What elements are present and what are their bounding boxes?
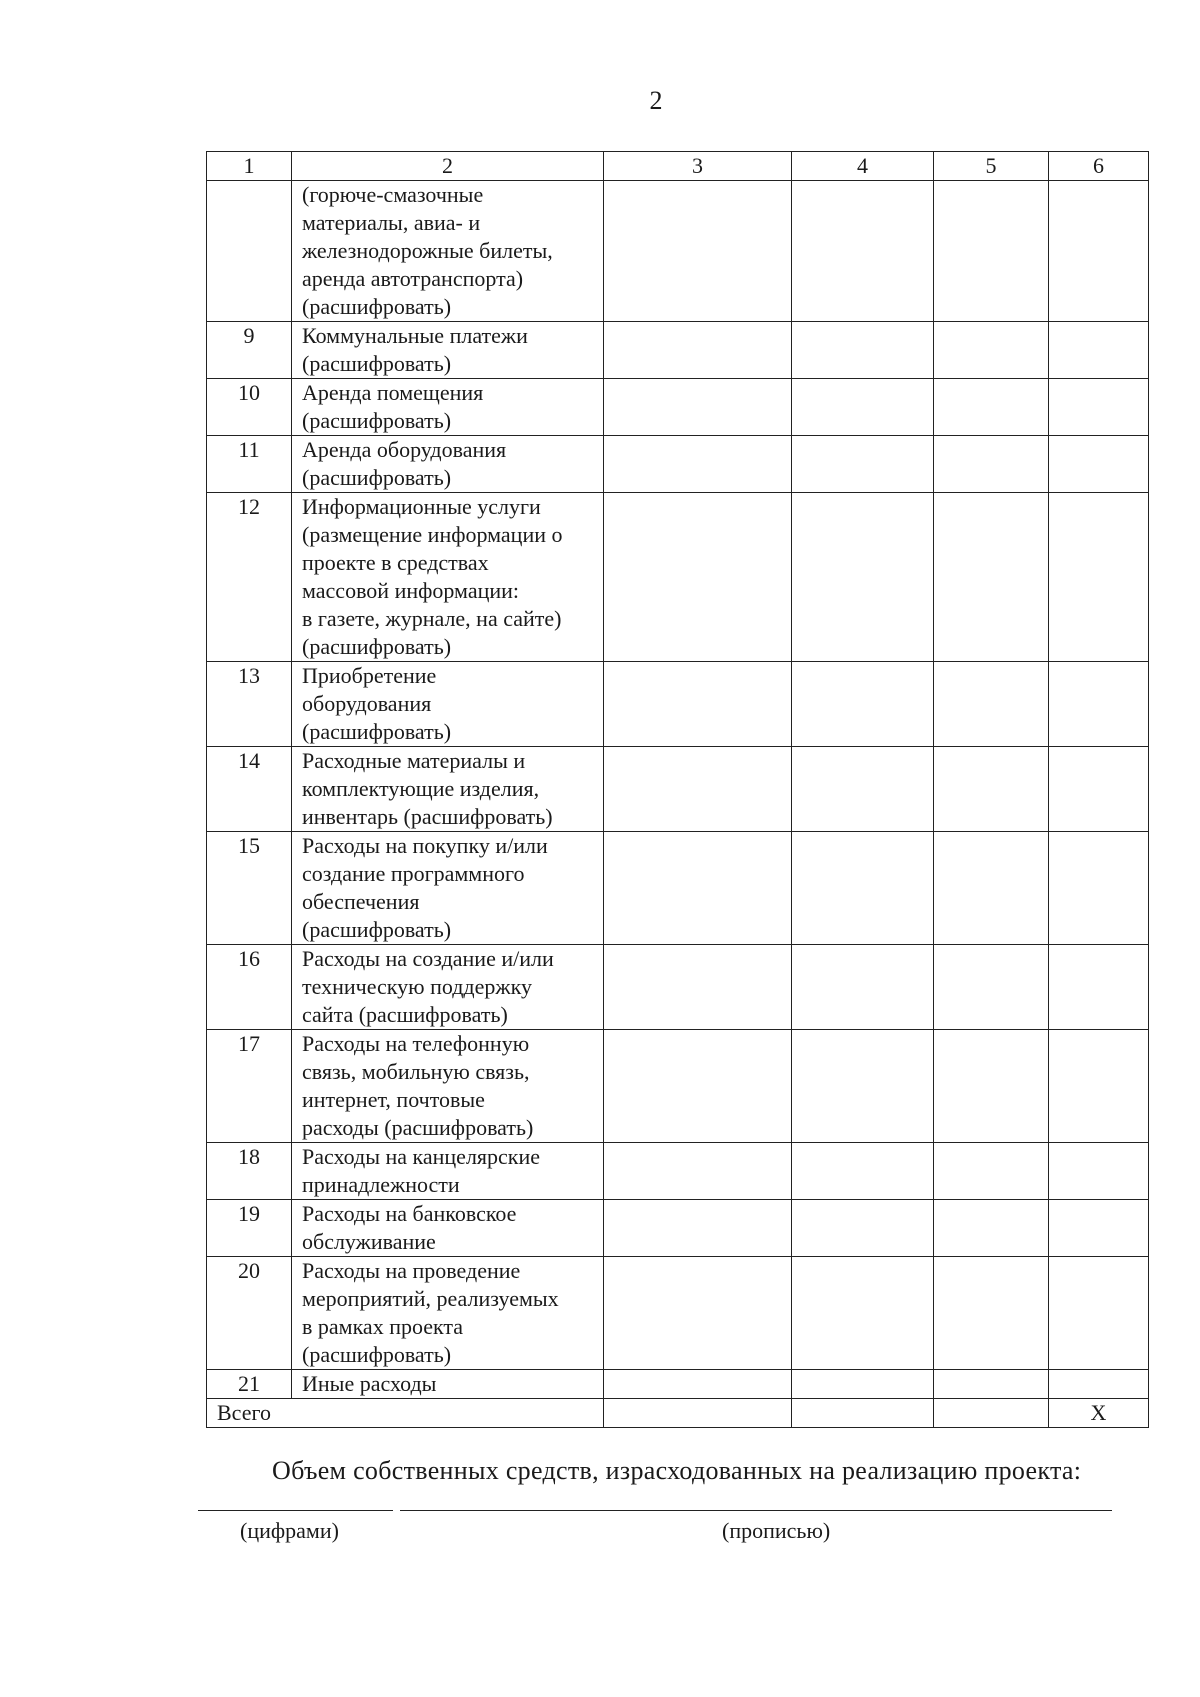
page-number: 2 — [649, 86, 663, 115]
expense-item-text: Аренда помещения (расшифровать) — [292, 379, 604, 436]
header-cell: 5 — [934, 152, 1049, 181]
amount-cell-col6[interactable] — [1049, 436, 1149, 493]
amount-cell-col3[interactable] — [604, 832, 792, 945]
amount-cell-col6[interactable] — [1049, 1143, 1149, 1200]
amount-cell-col3[interactable] — [604, 1143, 792, 1200]
amount-cell-col3[interactable] — [604, 662, 792, 747]
amount-cell-col4[interactable] — [792, 181, 934, 322]
amount-cell-col4[interactable] — [792, 436, 934, 493]
total-label: Всего — [207, 1399, 604, 1428]
amount-cell-col4[interactable] — [792, 1370, 934, 1399]
row-number — [207, 181, 292, 322]
words-fill-line[interactable] — [400, 1510, 1112, 1511]
amount-cell-col6[interactable] — [1049, 747, 1149, 832]
amount-cell-col5[interactable] — [934, 436, 1049, 493]
total-cell-col6: Х — [1049, 1399, 1149, 1428]
amount-cell-col6[interactable] — [1049, 945, 1149, 1030]
amount-cell-col6[interactable] — [1049, 322, 1149, 379]
amount-cell-col3[interactable] — [604, 436, 792, 493]
table-row — [207, 322, 1149, 379]
amount-cell-col4[interactable] — [792, 1257, 934, 1370]
amount-cell-col4[interactable] — [792, 945, 934, 1030]
amount-cell-col5[interactable] — [934, 379, 1049, 436]
amount-cell-col3[interactable] — [604, 1030, 792, 1143]
amount-cell-col6[interactable] — [1049, 1030, 1149, 1143]
row-number: 12 — [207, 493, 292, 662]
words-caption: (прописью) — [722, 1518, 831, 1543]
total-cell-col5[interactable] — [934, 1399, 1049, 1428]
table-row — [207, 1200, 1149, 1257]
amount-cell-col5[interactable] — [934, 493, 1049, 662]
expense-item-text: Расходы на банковское обслуживание — [292, 1200, 604, 1257]
expense-item-text: Расходы на проведение мероприятий, реализуемых в рамках проекта (расшифровать) — [292, 1257, 604, 1370]
table-row — [207, 493, 1149, 662]
amount-cell-col4[interactable] — [792, 1200, 934, 1257]
row-number: 13 — [207, 662, 292, 747]
row-number: 20 — [207, 1257, 292, 1370]
expense-item-text: (горюче-смазочные материалы, авиа- и железнодорожные билеты, аренда автотранспорта) (расшифровать) — [292, 181, 604, 322]
table-row — [207, 1257, 1149, 1370]
amount-cell-col5[interactable] — [934, 1143, 1049, 1200]
amount-cell-col3[interactable] — [604, 379, 792, 436]
expense-item-text: Расходные материалы и комплектующие изделия, инвентарь (расшифровать) — [292, 747, 604, 832]
expense-item-text: Аренда оборудования (расшифровать) — [292, 436, 604, 493]
own-funds-statement: Объем собственных средств, израсходованных на реализацию проекта: — [272, 1456, 1082, 1485]
expense-item-text: Расходы на канцелярские принадлежности — [292, 1143, 604, 1200]
row-number: 15 — [207, 832, 292, 945]
expense-item-text: Коммунальные платежи (расшифровать) — [292, 322, 604, 379]
amount-cell-col5[interactable] — [934, 945, 1049, 1030]
amount-cell-col3[interactable] — [604, 747, 792, 832]
amount-cell-col5[interactable] — [934, 832, 1049, 945]
table-row — [207, 1370, 1149, 1399]
amount-cell-col5[interactable] — [934, 1257, 1049, 1370]
expense-item-text: Расходы на телефонную связь, мобильную связь, интернет, почтовые расходы (расшифровать) — [292, 1030, 604, 1143]
amount-cell-col3[interactable] — [604, 493, 792, 662]
amount-cell-col3[interactable] — [604, 181, 792, 322]
expense-item-text: Расходы на создание и/или техническую поддержку сайта (расшифровать) — [292, 945, 604, 1030]
row-number: 10 — [207, 379, 292, 436]
amount-cell-col3[interactable] — [604, 1370, 792, 1399]
amount-cell-col3[interactable] — [604, 322, 792, 379]
table-header-row — [207, 152, 1149, 181]
amount-cell-col5[interactable] — [934, 1370, 1049, 1399]
expense-item-text: Иные расходы — [292, 1370, 604, 1399]
amount-cell-col6[interactable] — [1049, 379, 1149, 436]
amount-cell-col4[interactable] — [792, 1030, 934, 1143]
total-cell-col4[interactable] — [792, 1399, 934, 1428]
amount-cell-col5[interactable] — [934, 747, 1049, 832]
amount-cell-col5[interactable] — [934, 181, 1049, 322]
header-cell: 4 — [792, 152, 934, 181]
header-cell: 3 — [604, 152, 792, 181]
header-cell: 2 — [292, 152, 604, 181]
amount-cell-col3[interactable] — [604, 1257, 792, 1370]
amount-cell-col4[interactable] — [792, 662, 934, 747]
table-row — [207, 832, 1149, 945]
table-row — [207, 945, 1149, 1030]
row-number: 17 — [207, 1030, 292, 1143]
table-row — [207, 1143, 1149, 1200]
amount-cell-col6[interactable] — [1049, 1370, 1149, 1399]
amount-cell-col6[interactable] — [1049, 493, 1149, 662]
digits-caption: (цифрами) — [240, 1518, 339, 1543]
row-number: 21 — [207, 1370, 292, 1399]
table-row — [207, 747, 1149, 832]
header-cell: 1 — [207, 152, 292, 181]
header-cell: 6 — [1049, 152, 1149, 181]
amount-cell-col6[interactable] — [1049, 181, 1149, 322]
amount-cell-col4[interactable] — [792, 832, 934, 945]
amount-cell-col5[interactable] — [934, 322, 1049, 379]
amount-cell-col6[interactable] — [1049, 1200, 1149, 1257]
amount-cell-col4[interactable] — [792, 493, 934, 662]
expense-item-text: Приобретение оборудования (расшифровать) — [292, 662, 604, 747]
table-row — [207, 1030, 1149, 1143]
amount-cell-col5[interactable] — [934, 662, 1049, 747]
amount-cell-col5[interactable] — [934, 1200, 1049, 1257]
amount-cell-col6[interactable] — [1049, 832, 1149, 945]
expense-table — [206, 151, 1149, 1428]
expense-item-text: Расходы на покупку и/или создание программного обеспечения (расшифровать) — [292, 832, 604, 945]
row-number: 16 — [207, 945, 292, 1030]
row-number: 11 — [207, 436, 292, 493]
row-number: 14 — [207, 747, 292, 832]
row-number: 9 — [207, 322, 292, 379]
amount-cell-col4[interactable] — [792, 747, 934, 832]
expense-item-text: Информационные услуги (размещение информации о проекте в средствах массовой информации: в газете, журнале, на сайте) (расшифровать) — [292, 493, 604, 662]
amount-cell-col6[interactable] — [1049, 662, 1149, 747]
amount-cell-col5[interactable] — [934, 1030, 1049, 1143]
row-number: 19 — [207, 1200, 292, 1257]
digits-fill-line[interactable] — [198, 1510, 393, 1511]
amount-cell-col4[interactable] — [792, 1143, 934, 1200]
total-cell-col3[interactable] — [604, 1399, 792, 1428]
total-row — [207, 1399, 1149, 1428]
row-number: 18 — [207, 1143, 292, 1200]
amount-cell-col4[interactable] — [792, 379, 934, 436]
amount-cell-col3[interactable] — [604, 1200, 792, 1257]
table-row — [207, 662, 1149, 747]
table-row — [207, 379, 1149, 436]
amount-cell-col6[interactable] — [1049, 1257, 1149, 1370]
table-row — [207, 181, 1149, 322]
amount-cell-col4[interactable] — [792, 322, 934, 379]
table-row — [207, 436, 1149, 493]
amount-cell-col3[interactable] — [604, 945, 792, 1030]
